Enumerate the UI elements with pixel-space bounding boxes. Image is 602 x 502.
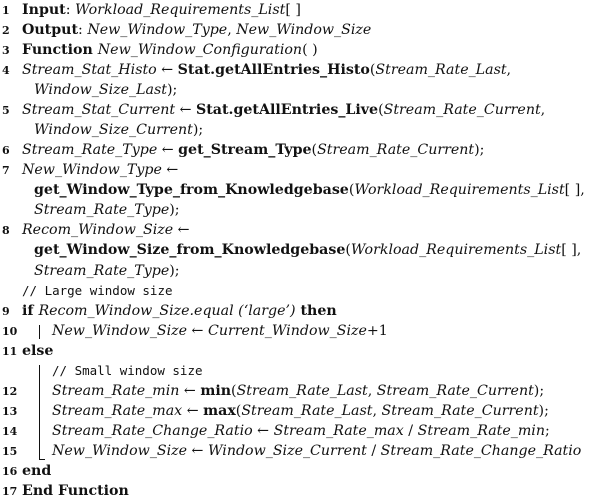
line-number: 16 <box>2 464 18 478</box>
code-token: Window_Size_Last <box>34 82 167 99</box>
code-token: New_Window_Size <box>236 22 372 39</box>
code-token: Recom_Window_Size <box>22 222 174 239</box>
code-token: ); <box>474 142 485 159</box>
code-token: ← <box>182 402 204 419</box>
code-token: Stream_Rate_min <box>52 382 180 399</box>
code-token: End Function <box>22 482 129 499</box>
line-number: 1 <box>2 4 10 17</box>
code-token: ← <box>175 102 196 119</box>
code-token: ← <box>157 142 179 159</box>
code-token: end <box>22 462 52 479</box>
line-text <box>34 240 581 260</box>
code-token: Stream_Rate_max <box>52 402 183 419</box>
code-token: ( ) <box>302 42 318 59</box>
line-text <box>52 401 549 421</box>
line-number: 17 <box>2 484 18 498</box>
line-number: 14 <box>2 424 18 438</box>
code-token: Stream_Rate_Current <box>383 102 541 119</box>
code-token: ( <box>348 182 355 199</box>
line-text <box>34 120 203 140</box>
line-text <box>52 381 544 401</box>
code-token: , <box>367 382 377 399</box>
code-token: , <box>372 402 382 419</box>
line-number: 12 <box>2 384 18 398</box>
code-token: ( <box>235 402 242 419</box>
code-token: / <box>366 442 381 459</box>
code-token: ( <box>369 62 376 79</box>
code-token: ← <box>156 62 178 79</box>
code-token: ( <box>311 142 318 159</box>
line-text <box>22 20 371 40</box>
code-token: Output <box>22 22 79 39</box>
code-token: then <box>295 302 337 319</box>
line-number: 5 <box>2 104 10 118</box>
code-token: Input <box>22 2 66 18</box>
line-text <box>22 301 337 321</box>
line-number: 8 <box>2 224 10 238</box>
code-token: New_Window_Type <box>22 162 162 179</box>
else-block-guide-tick <box>39 459 45 460</box>
code-token: Stat.getAllEntries_Histo <box>177 62 370 79</box>
code-token: // Small window size <box>52 362 203 378</box>
code-token: min <box>200 382 232 399</box>
code-token: get_Window_Type_from_Knowledgebase <box>34 182 349 199</box>
code-token: max <box>203 402 236 419</box>
code-token: Stream_Rate_Current <box>381 402 539 419</box>
line-text <box>22 160 178 180</box>
code-token: Stream_Rate_Change_Ratio <box>52 422 253 439</box>
code-token: ← <box>187 322 208 339</box>
code-token: Stream_Rate_Change_Ratio <box>380 442 582 459</box>
line-number: 13 <box>2 404 18 418</box>
line-text <box>34 180 585 200</box>
then-block-guide <box>39 325 40 339</box>
line-text <box>52 441 581 461</box>
code-token: / <box>403 422 418 439</box>
code-token: Window_Size_Current <box>34 122 193 139</box>
code-token: [ ], <box>561 242 582 259</box>
code-token: New_Window_Size <box>52 322 188 339</box>
line-number: 15 <box>2 444 18 458</box>
line-text <box>22 341 53 361</box>
line-number: 3 <box>2 44 10 58</box>
line-text <box>22 100 545 120</box>
code-token: Function <box>22 42 98 59</box>
code-token: Stream_Rate_Type <box>34 262 170 279</box>
code-token: Stat.getAllEntries_Live <box>196 102 379 119</box>
code-token: New_Window_Type <box>87 22 228 39</box>
code-token: else <box>22 342 54 359</box>
code-token: Window_Size_Current <box>207 442 367 459</box>
line-text <box>22 40 318 60</box>
line-number: 9 <box>2 304 10 318</box>
line-number: 4 <box>2 64 10 78</box>
code-token: ← <box>187 442 208 459</box>
code-token: Stream_Rate_Type <box>22 142 158 159</box>
code-token: get_Stream_Type <box>178 142 312 159</box>
line-text <box>52 321 388 341</box>
code-token: Stream_Rate_max <box>273 422 404 439</box>
code-token: [ ] <box>285 2 301 18</box>
code-token: : <box>65 2 76 18</box>
code-token: Stream_Stat_Current <box>22 102 176 119</box>
code-token: New_Window_Configuration <box>97 42 303 59</box>
code-token: Recom_Window_Size.equal (‘large’) <box>38 302 296 319</box>
code-token: ); <box>169 202 180 219</box>
code-token: Workload_Requirements_List <box>350 242 562 259</box>
line-text <box>34 261 180 281</box>
code-token: Stream_Rate_Current <box>317 142 475 159</box>
line-number: 11 <box>2 344 18 358</box>
code-token: Workload_Requirements_List <box>75 2 286 18</box>
code-token: if <box>22 302 39 319</box>
code-token: ( <box>378 102 384 119</box>
code-token: ); <box>538 402 549 419</box>
line-text <box>52 361 203 381</box>
code-token: Workload_Requirements_List <box>354 182 565 199</box>
line-text <box>22 0 301 20</box>
code-token: // Large window size <box>22 282 173 298</box>
line-number: 6 <box>2 144 10 158</box>
code-token: ; <box>544 422 550 439</box>
code-token: New_Window_Size <box>52 442 188 459</box>
line-text <box>34 80 177 100</box>
code-token: , <box>227 22 237 39</box>
code-token: ); <box>166 82 178 99</box>
code-token: ← <box>173 222 190 239</box>
code-token: Current_Window_Size <box>207 322 367 339</box>
code-token: Stream_Stat_Histo <box>22 62 157 79</box>
line-text <box>22 461 51 481</box>
code-token: ( <box>345 242 351 259</box>
code-token: get_Window_Size_from_Knowledgebase <box>34 242 346 259</box>
code-token: , <box>506 62 512 79</box>
line-number: 10 <box>2 324 18 338</box>
code-token: : <box>78 22 88 39</box>
code-token: , <box>540 102 546 119</box>
code-token: ); <box>169 262 180 279</box>
code-token: Stream_Rate_Last <box>241 402 373 419</box>
code-token: ( <box>231 382 237 399</box>
code-token: Stream_Rate_Last <box>375 62 507 79</box>
code-token: ← <box>252 422 274 439</box>
line-number: 7 <box>2 164 10 178</box>
line-text <box>22 281 173 301</box>
line-text <box>22 481 129 501</box>
code-token: ); <box>192 122 204 139</box>
code-token: Stream_Rate_Last <box>236 382 368 399</box>
line-text <box>52 421 550 441</box>
code-token: Stream_Rate_Current <box>376 382 534 399</box>
line-text <box>22 220 190 240</box>
line-text <box>34 200 180 220</box>
code-token: +1 <box>366 322 388 339</box>
code-token: ← <box>179 382 201 399</box>
code-token: Stream_Rate_min <box>417 422 545 439</box>
code-token: Stream_Rate_Type <box>34 202 170 219</box>
code-token: [ ], <box>564 182 585 199</box>
code-token: ); <box>533 382 545 399</box>
else-block-guide <box>39 365 40 459</box>
line-number: 2 <box>2 24 10 38</box>
line-text <box>22 140 484 160</box>
line-text <box>22 60 511 80</box>
code-token: ← <box>161 162 179 179</box>
